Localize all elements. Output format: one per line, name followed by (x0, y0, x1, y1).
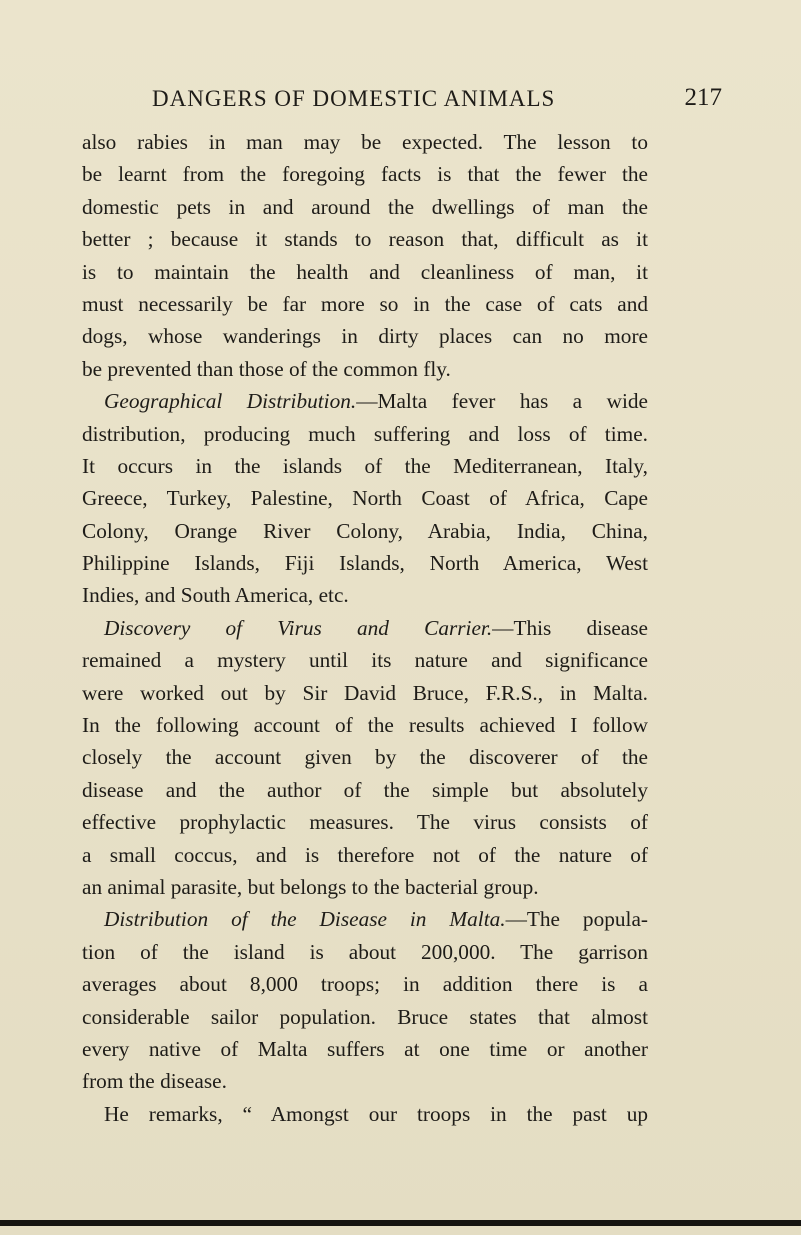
text-line: domestic pets in and around the dwellings of man the (82, 194, 648, 219)
text-run: —The popula- (505, 907, 648, 932)
text-line: It occurs in the islands of the Mediterranean, Italy, (82, 453, 648, 478)
section-heading-distribution-in-malta: Distribution of the Disease in Malta. (104, 907, 506, 932)
running-title: DANGERS OF DOMESTIC ANIMALS (152, 86, 556, 111)
text-run: —This disease (492, 615, 649, 640)
text-line: disease and the author of the simple but absolutely (82, 777, 648, 802)
text-line: remained a mystery until its nature and significance (82, 648, 648, 673)
text-line: were worked out by Sir David Bruce, F.R.S., in Malta. (82, 680, 648, 705)
text-line: effective prophylactic measures. The virus consists of (82, 810, 648, 835)
text-line: dogs, whose wanderings in dirty places can no more (82, 324, 648, 349)
text-line: from the disease. (82, 1069, 227, 1094)
body-text (82, 126, 648, 1130)
paragraph-start-line (82, 385, 648, 417)
text-line: Colony, Orange River Colony, Arabia, India, China, (82, 518, 648, 543)
paragraph-start-line (82, 612, 648, 644)
text-line: In the following account of the results achieved I follow (82, 713, 648, 738)
text-line: Indies, and South America, etc. (82, 583, 349, 608)
text-line: must necessarily be far more so in the case of cats and (82, 291, 648, 316)
running-head (82, 86, 722, 120)
text-line: be learnt from the foregoing facts is that the fewer the (82, 162, 648, 187)
section-heading-geographical-distribution: Geographical Distribution. (104, 389, 357, 414)
text-line: better ; because it stands to reason that, difficult as it (82, 227, 648, 252)
text-line: tion of the island is about 200,000. The garrison (82, 939, 648, 964)
text-line: is to maintain the health and cleanliness of man, it (82, 259, 648, 284)
page-number: 217 (684, 84, 722, 111)
text-line: Philippine Islands, Fiji Islands, North America, West (82, 551, 648, 576)
text-line: also rabies in man may be expected. The lesson to (82, 130, 648, 154)
text-line: He remarks, “ Amongst our troops in the past up (104, 1101, 648, 1126)
text-line: every native of Malta suffers at one time or another (82, 1036, 648, 1061)
text-line: be prevented than those of the common fly. (82, 356, 451, 381)
text-line: an animal parasite, but belongs to the bacterial group. (82, 874, 539, 899)
text-line: Greece, Turkey, Palestine, North Coast of Africa, Cape (82, 486, 648, 511)
text-run: —Malta fever has a wide (356, 389, 648, 414)
page-bottom-edge (0, 1220, 801, 1226)
text-line: distribution, producing much suffering and loss of time. (82, 421, 648, 446)
text-line: averages about 8,000 troops; in addition there is a (82, 972, 648, 997)
paragraph-start-line (82, 903, 648, 935)
text-line: a small coccus, and is therefore not of the nature of (82, 842, 648, 867)
text-line: considerable sailor population. Bruce states that almost (82, 1004, 648, 1029)
section-heading-discovery: Discovery of Virus and Carrier. (104, 615, 493, 640)
text-line: closely the account given by the discoverer of the (82, 745, 648, 770)
